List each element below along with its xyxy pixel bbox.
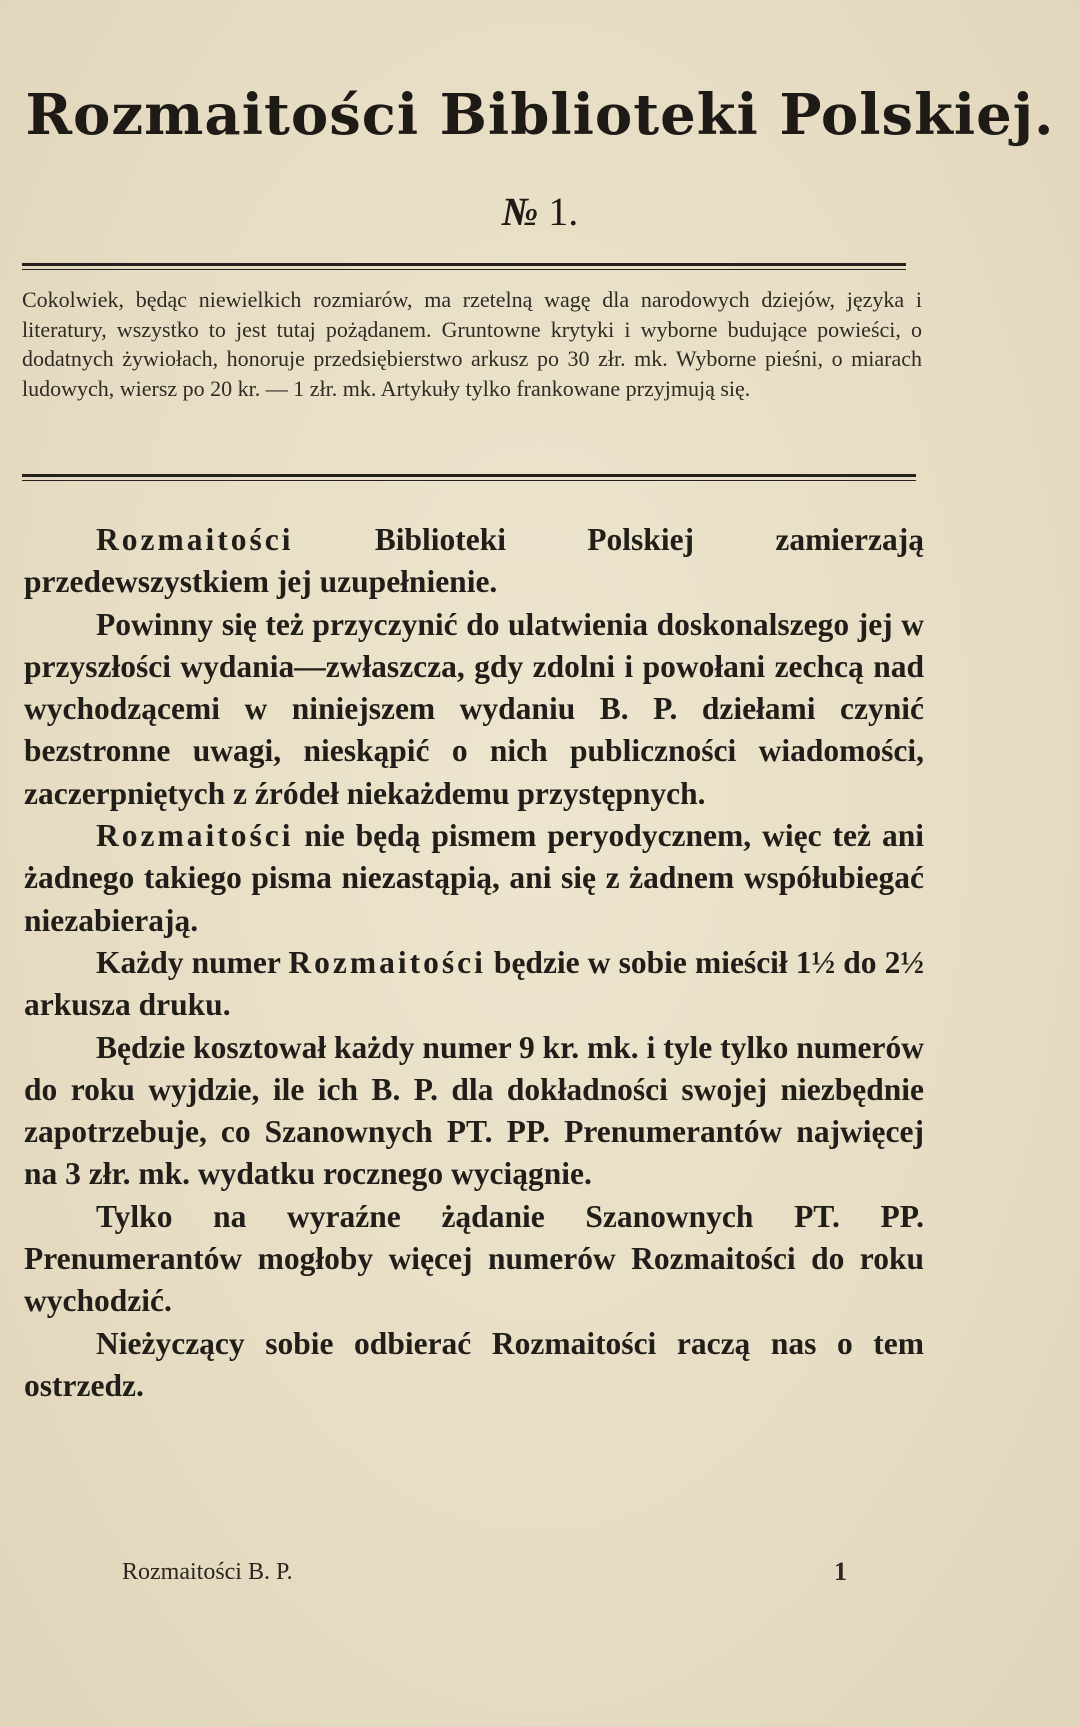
paragraph-7: Nieżyczący sobie odbierać Rozmaitości raczą nas o tem ostrzedz.	[24, 1325, 924, 1403]
signature-number: 1	[834, 1557, 847, 1586]
paragraph-4-spaced: Rozmaitości	[288, 944, 486, 980]
paragraph-6: Tylko na wyraźne żądanie Szanownych PT. PP. Prenumerantów mogłoby więcej numerów Rozmaitości do roku wychodzić.	[24, 1198, 924, 1319]
paragraph-1	[24, 519, 924, 604]
paragraph-1-rest: Biblioteki Polskiej zamierzają przedewszystkiem jej uzupełnienie.	[24, 522, 924, 600]
main-text	[24, 519, 924, 1407]
paragraph-4-end: będzie w sobie mieścił 1½ do 2½ arkusza druku.	[24, 944, 924, 1023]
issue-number	[0, 188, 1080, 235]
paragraph-3-rest: nie będą pismem peryodycznem, więc też ani żadnego takiego pisma niezastąpią, ani się z żadnem współubiegać niezabierają.	[24, 818, 924, 938]
editorial-notice: Cokolwiek, będąc niewielkich rozmiarów, ma rzetelną wagę dla narodowych dziejów, języka i literatury, wszystko to jest tutaj pożądanem. Gruntowne krytyki i wyborne budujące powieści, o dodatnych żywiołach, honoruje przedsiębierstwo arkusz po 30 złr. mk. Wyborne pieśni, o miarach ludowych, wiersz po 20 kr. — 1 złr. mk. Artykuły tylko frankowane przyjmują się.	[22, 287, 922, 401]
issue-label: №	[501, 189, 539, 234]
paragraph-4	[24, 942, 924, 1027]
paragraph-4-start: Każdy numer	[96, 944, 289, 980]
paragraph-3-lead: Rozmaitości	[96, 818, 294, 854]
top-double-rule	[22, 263, 906, 270]
paragraph-5: Będzie kosztował każdy numer 9 kr. mk. i tyle tylko numerów do roku wyjdzie, ile ich B. P. dla dokładności swojej niezbędnie zapotrzebuje, co Szanownych PT. PP. Prenumerantów najwięcej na 3 złr. mk. wydatku rocznego wyciągnie.	[24, 1029, 924, 1192]
issue-value: 1.	[548, 189, 579, 234]
masthead-title: Rozmaitości Biblioteki Polskiej.	[25, 82, 1055, 148]
running-footer-title: Rozmaitości B. P.	[122, 1559, 293, 1585]
paragraph-2: Powinny się też przyczynić do ulatwienia doskonalszego jej w przyszłości wydania—zwłaszcza, gdy zdolni i powołani zechcą nad wychodzącemi w niniejszem wydaniu B. P. dziełami czynić bezstronne uwagi, nieskąpić o nich publiczności wiadomości, zaczerpniętych z źródeł niekażdemu przystępnych.	[24, 606, 924, 811]
bottom-double-rule	[22, 474, 916, 481]
paragraph-3	[24, 815, 924, 942]
paragraph-1-lead: Rozmaitości	[96, 522, 294, 557]
